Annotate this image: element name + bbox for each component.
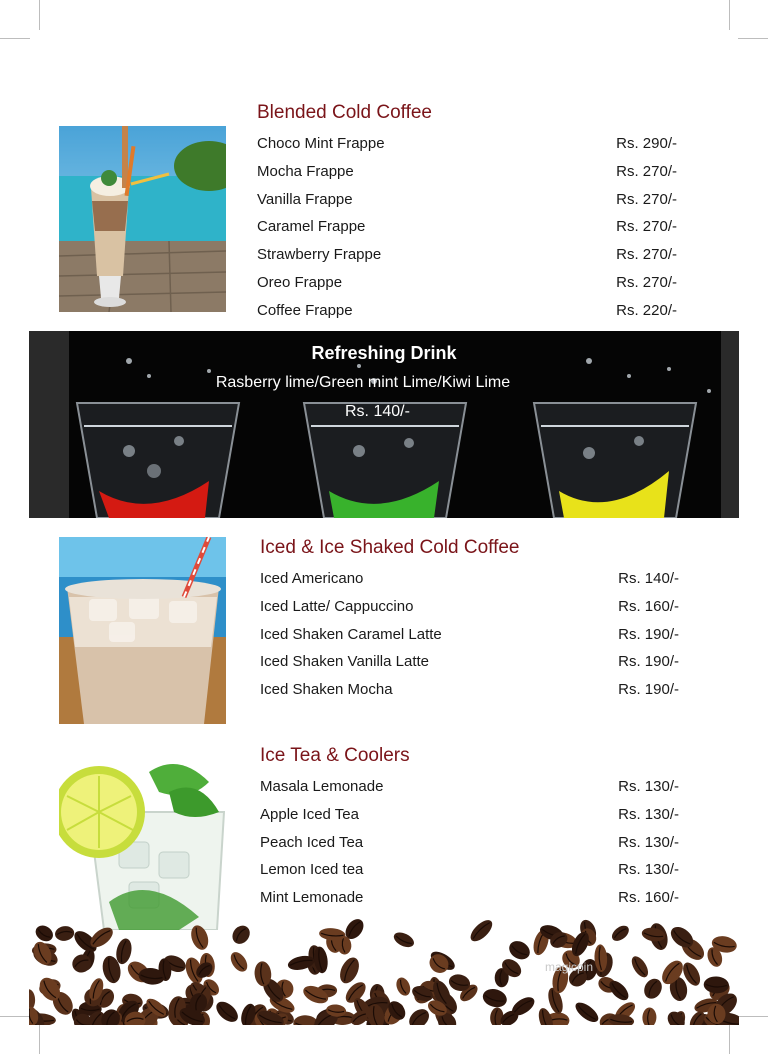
menu-item-price: Rs. 290/- xyxy=(616,135,677,152)
coffee-beans-decoration xyxy=(29,915,739,1025)
menu-item-name: Peach Iced Tea xyxy=(260,833,364,851)
iced-title: Iced & Ice Shaked Cold Coffee xyxy=(260,537,520,558)
menu-item xyxy=(260,829,679,857)
menu-item-name: Mint Lemonade xyxy=(260,889,364,907)
menu-item-name: Choco Mint Frappe xyxy=(257,135,385,152)
watermark: magicpin xyxy=(545,960,594,974)
refreshing-drink-banner xyxy=(29,331,739,518)
menu-item xyxy=(257,297,677,325)
crop-mark xyxy=(729,1024,730,1054)
menu-item-price: Rs. 220/- xyxy=(616,301,677,319)
menu-item xyxy=(257,213,677,241)
blended-title: Blended Cold Coffee xyxy=(257,102,432,123)
menu-item xyxy=(260,676,679,704)
menu-item xyxy=(257,130,677,158)
menu-item-price: Rs. 190/- xyxy=(618,681,679,699)
iced-coffee-photo xyxy=(59,537,226,724)
menu-item xyxy=(260,593,679,621)
refreshing-title: Refreshing Drink xyxy=(311,343,457,363)
blended-menu xyxy=(257,130,677,325)
menu-item-name: Iced Shaken Vanilla Latte xyxy=(260,653,430,671)
tea-title: Ice Tea & Coolers xyxy=(260,745,410,766)
menu-item-name: Lemon Iced tea xyxy=(260,861,364,879)
menu-item xyxy=(257,158,677,186)
mojito-photo xyxy=(59,752,226,930)
menu-item xyxy=(260,801,679,829)
menu-item xyxy=(260,565,679,593)
menu-item-price: Rs. 130/- xyxy=(618,805,679,823)
menu-item-price: Rs. 190/- xyxy=(618,625,679,643)
menu-item xyxy=(260,648,679,676)
menu-item-name: Apple Iced Tea xyxy=(260,805,359,823)
menu-item xyxy=(257,186,677,214)
menu-item-name: Coffee Frappe xyxy=(257,301,353,319)
crop-mark xyxy=(39,0,40,30)
menu-item-price: Rs. 130/- xyxy=(618,833,679,851)
tea-menu xyxy=(260,773,679,912)
menu-item-price: Rs. 160/- xyxy=(618,597,679,615)
menu-item-price: Rs. 270/- xyxy=(616,162,677,180)
menu-item-price: Rs. 270/- xyxy=(616,190,677,208)
menu-item-name: Masala Lemonade xyxy=(260,778,384,795)
crop-mark xyxy=(738,1016,768,1017)
crop-mark xyxy=(738,38,768,39)
menu-item-price: Rs. 270/- xyxy=(616,273,677,291)
menu-item-name: Iced Shaken Caramel Latte xyxy=(260,625,442,643)
refreshing-subtitle: Rasberry lime/Green mint Lime/Kiwi Lime xyxy=(215,374,511,391)
crop-mark xyxy=(39,1024,40,1054)
menu-item-price: Rs. 160/- xyxy=(618,889,679,907)
refreshing-price: Rs. 140/- xyxy=(345,403,410,420)
menu-item xyxy=(260,773,679,801)
menu-item xyxy=(260,621,679,649)
menu-item-name: Iced Shaken Mocha xyxy=(260,681,393,699)
menu-item-name: Mocha Frappe xyxy=(257,162,354,180)
crop-mark xyxy=(0,1016,30,1017)
menu-item-name: Iced Americano xyxy=(260,570,364,587)
menu-item-price: Rs. 130/- xyxy=(618,861,679,879)
menu-item-price: Rs. 190/- xyxy=(618,653,679,671)
menu-item-name: Vanilla Frappe xyxy=(257,190,353,208)
menu-item xyxy=(260,884,679,912)
menu-item xyxy=(257,269,677,297)
menu-item xyxy=(257,241,677,269)
iced-menu xyxy=(260,565,679,704)
crop-mark xyxy=(0,38,30,39)
menu-item-price: Rs. 270/- xyxy=(616,246,677,264)
menu-item-name: Iced Latte/ Cappuccino xyxy=(260,597,414,615)
frappe-photo xyxy=(59,126,226,312)
menu-item-name: Caramel Frappe xyxy=(257,218,366,236)
menu-item-name: Strawberry Frappe xyxy=(257,246,382,264)
menu-item xyxy=(260,856,679,884)
menu-item-name: Oreo Frappe xyxy=(257,273,343,291)
menu-item-price: Rs. 140/- xyxy=(618,570,679,587)
menu-item-price: Rs. 130/- xyxy=(618,778,679,795)
crop-mark xyxy=(729,0,730,30)
menu-item-price: Rs. 270/- xyxy=(616,218,677,236)
